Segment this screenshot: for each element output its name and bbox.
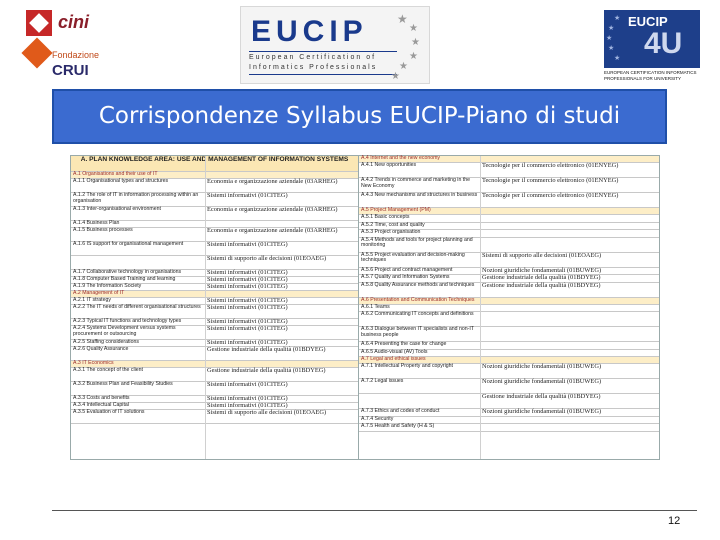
table-row [359,364,659,379]
syllabus-topic: A.2.5 Staffing considerations [73,338,139,345]
eucip-wordmark: EUCIP [251,15,368,48]
syllabus-topic: A.5.8 Quality Assurance methods and techniques [361,281,475,288]
syllabus-topic: A.3.4 Intellectual Capital [73,401,129,408]
course-name: Sistemi di supporto alle decisioni (01EOAEG) [207,408,327,416]
eucip-logo [240,6,430,84]
course-name: Sistemi informativi (01CITEG) [207,296,288,304]
syllabus-topic: A.5.2 Time, cost and quality [361,221,425,228]
syllabus-topic: A.5 Project Management (PM) [361,207,431,213]
table-row [359,394,659,409]
course-name: Nozioni giuridiche fondamentali (01BUWEG) [482,266,602,274]
syllabus-topic: A.5.1 Basic concepts [361,214,410,220]
course-name: Sistemi informativi (01CITEG) [207,275,288,283]
syllabus-topic: A.1.8 Computer Based Training and learning [73,275,176,282]
course-name: Gestione industriale della qualità (01BDYEG) [207,345,326,353]
course-name: Tecnologie per il commercio elettronico (01ENYEG) [482,192,619,199]
syllabus-topic: A.2.2 The IT needs of different organisational structures [73,303,201,310]
column-divider [205,156,206,459]
eucip-subtitle [249,51,397,75]
table-row [71,207,358,221]
syllabus-topic: A.5.5 Project evaluation and decision-making techniques [361,251,465,264]
table-row [71,347,358,361]
syllabus-topic: A.2.1 IT strategy [73,296,111,303]
cini-crui-logo [22,8,104,80]
table-header-row [71,156,358,172]
syllabus-topic: A.5.3 Project organisation [361,229,421,235]
course-name: Sistemi informativi (01CITEG) [207,303,288,311]
title-banner [52,89,667,144]
course-name: Sistemi informativi (01CITEG) [207,240,288,248]
syllabus-topic: A.4.3 New mechanisms and structures in business [361,192,478,198]
syllabus-topic: A.7.3 Ethics and codes of conduct [361,408,440,414]
table-left-column [71,156,359,459]
course-name: Sistemi informativi (01CITEG) [207,338,288,346]
svg-text:★: ★ [614,55,621,62]
table-right-column [359,156,659,459]
table-row [359,238,659,253]
course-name: Economia e organizzazione aziendale (03ARHEG) [207,226,338,234]
syllabus-topic: A.4.2 Trends in commerce and marketing in the New Economy [361,177,470,189]
syllabus-topic: A.4.1 New opportunities [361,162,417,168]
syllabus-topic: A.7.5 Health and Safety (H & S) [361,423,435,429]
table-row [359,409,659,417]
course-name: Sistemi informativi (01CITEG) [207,282,288,290]
syllabus-topic: A.1.6 IS support for organisational management [73,240,184,247]
course-name: Sistemi informativi (01CITEG) [207,268,288,276]
cini-text: cini [58,12,90,32]
syllabus-topic: A.5.4 Methods and tools for project planning and monitoring [361,236,473,249]
eucip-subtitle-line1: European Certification of [249,54,377,61]
page-number: 12 [668,515,681,527]
eucip4u-number: 4U [644,27,683,60]
course-name: Sistemi informativi (01CITEG) [207,394,288,402]
table-row [71,305,358,319]
table-row [359,283,659,298]
syllabus-topic: A.6 Presentation and Communication Techniques [361,296,475,303]
course-name: Economia e organizzazione aziendale (03ARHEG) [207,205,338,213]
syllabus-topic: A.6.2 Communicating IT concepts and definitions [361,311,474,317]
svg-text:★: ★ [411,37,420,48]
table-row [71,410,358,424]
syllabus-topic: A.4 Internet and the new economy [361,155,441,161]
course-name: Tecnologie per il commercio elettronico (01ENYEG) [482,162,619,169]
table-row [71,228,358,242]
svg-text:★: ★ [614,15,621,22]
syllabus-topic: A.7.2 Legal issues [361,378,404,384]
course-name: Sistemi informativi (01CITEG) [207,401,288,409]
syllabus-topic: A.1.3 Inter-organisational environment [73,205,161,212]
stars-icon [393,11,423,81]
svg-text:★: ★ [608,45,615,52]
table-section-row [359,298,659,305]
syllabus-topic: A.6.5 Audio-visual (AV) Tools [361,348,428,355]
eucip4u-badge [604,10,700,68]
course-name: Gestione industriale della qualità (01BDYEG) [482,393,601,400]
svg-text:★: ★ [606,35,613,42]
table-row [359,253,659,268]
course-name: Sistemi informativi (01CITEG) [207,380,288,388]
course-name: Sistemi di supporto alle decisioni (01EOAEG) [207,254,327,262]
column-divider [480,156,481,459]
eucip4u-logo [604,10,704,90]
syllabus-topic: A.3.3 Costs and benefits [73,394,130,401]
syllabus-topic: A.1.4 Business Plan [73,219,120,226]
svg-text:★: ★ [608,25,615,32]
slide-title: Corrispondenze Syllabus EUCIP-Piano di studi [98,103,621,129]
eucip4u-word: EUCIP [628,14,668,29]
syllabus-topic: A.1.7 Collaborative technology in organisations [73,268,182,275]
table-row [359,178,659,193]
table-row [71,242,358,256]
syllabus-topic: A.5.7 Quality and Information Systems [361,274,450,280]
table-row [71,256,358,270]
syllabus-table [70,155,660,460]
syllabus-topic: A.1 Organisations and their use of IT [73,171,158,177]
syllabus-topic: A.7.4 Security [361,415,394,422]
syllabus-topic: A. PLAN KNOWLEDGE AREA: USE AND MANAGEMENT OF INFORMATION SYSTEMS [80,156,349,163]
course-name: Nozioni giuridiche fondamentali (01BUWEG) [482,363,602,370]
svg-text:★: ★ [409,23,418,34]
syllabus-topic: A.2.4 Systems Development versus systems procurement or outsourcing [73,324,176,337]
footer-divider [52,510,697,511]
table-row [359,327,659,342]
syllabus-topic: A.6.1 Teams [361,303,390,310]
star-ring-icon [606,12,628,66]
table-row [359,312,659,327]
course-name: Sistemi di supporto alle decisioni (01EOAEG) [482,251,602,259]
crui-text: CRUI [52,62,89,79]
syllabus-topic: A.1.2 The role of IT in information processing within an organisation [73,191,199,204]
syllabus-topic: A.7.1 Intellectual Property and copyright [361,363,453,369]
syllabus-topic: A.3 IT Economics [73,359,114,366]
table-row [71,193,358,207]
syllabus-topic: A.3.2 Business Plan and Feasibility Studies [73,380,173,387]
course-name: Gestione industriale della qualità (01BDYEG) [207,366,326,374]
syllabus-topic: A.3.1 The concept of the client [73,366,143,373]
syllabus-topic: A.2 Management of IT [73,289,125,296]
syllabus-topic: A.3.5 Evaluation of IT solutions [73,408,145,415]
syllabus-topic: A.2.6 Quality Assurance [73,345,129,352]
table-row [71,382,358,396]
syllabus-topic: A.1.5 Business processes [73,226,133,233]
svg-text:★: ★ [399,61,408,72]
svg-text:★: ★ [391,71,400,82]
svg-text:★: ★ [397,12,408,26]
table-row [71,179,358,193]
syllabus-topic: A.6.3 Dialogue between IT specialists and non-IT business people [361,326,474,338]
syllabus-topic: A.2.3 Typical IT functions and technology types [73,317,182,324]
course-name: Nozioni giuridiche fondamentali (01BUWEG) [482,378,602,385]
course-name: Sistemi informativi (01CITEG) [207,191,288,199]
table-row [359,379,659,394]
table-row [71,326,358,340]
syllabus-topic: A.7 Legal and ethical issues [361,356,426,362]
course-name: Sistemi informativi (01CITEG) [207,317,288,325]
eucip-subtitle-line2: Informatics Professionals [249,64,378,71]
table-row [359,424,659,432]
course-name: Economia e organizzazione aziendale (03ARHEG) [207,177,338,185]
course-name: Gestione industriale della qualità (01BDYEG) [482,274,601,281]
table-row [359,163,659,178]
svg-text:★: ★ [409,51,418,62]
syllabus-topic: A.1.9 The Information Society [73,282,142,289]
syllabus-topic: A.1.1 Organisational types and structures [73,177,169,184]
course-name: Tecnologie per il commercio elettronico (01ENYEG) [482,177,619,184]
syllabus-topic: A.6.4 Presenting the case for change [361,341,447,347]
eucip4u-caption: EUROPEAN CERTIFICATION INFORMATICS PROFESSIONALS FOR UNIVERSITY [604,70,697,81]
course-name: Sistemi informativi (01CITEG) [207,324,288,332]
course-name: Gestione industriale della qualità (01BDYEG) [482,281,601,289]
course-name: Nozioni giuridiche fondamentali (01BUWEG) [482,408,602,415]
table-row [71,368,358,382]
syllabus-topic: A.5.6 Project and contract management [361,266,453,273]
fondazione-text: Fondazione [52,50,100,60]
table-row [359,193,659,208]
